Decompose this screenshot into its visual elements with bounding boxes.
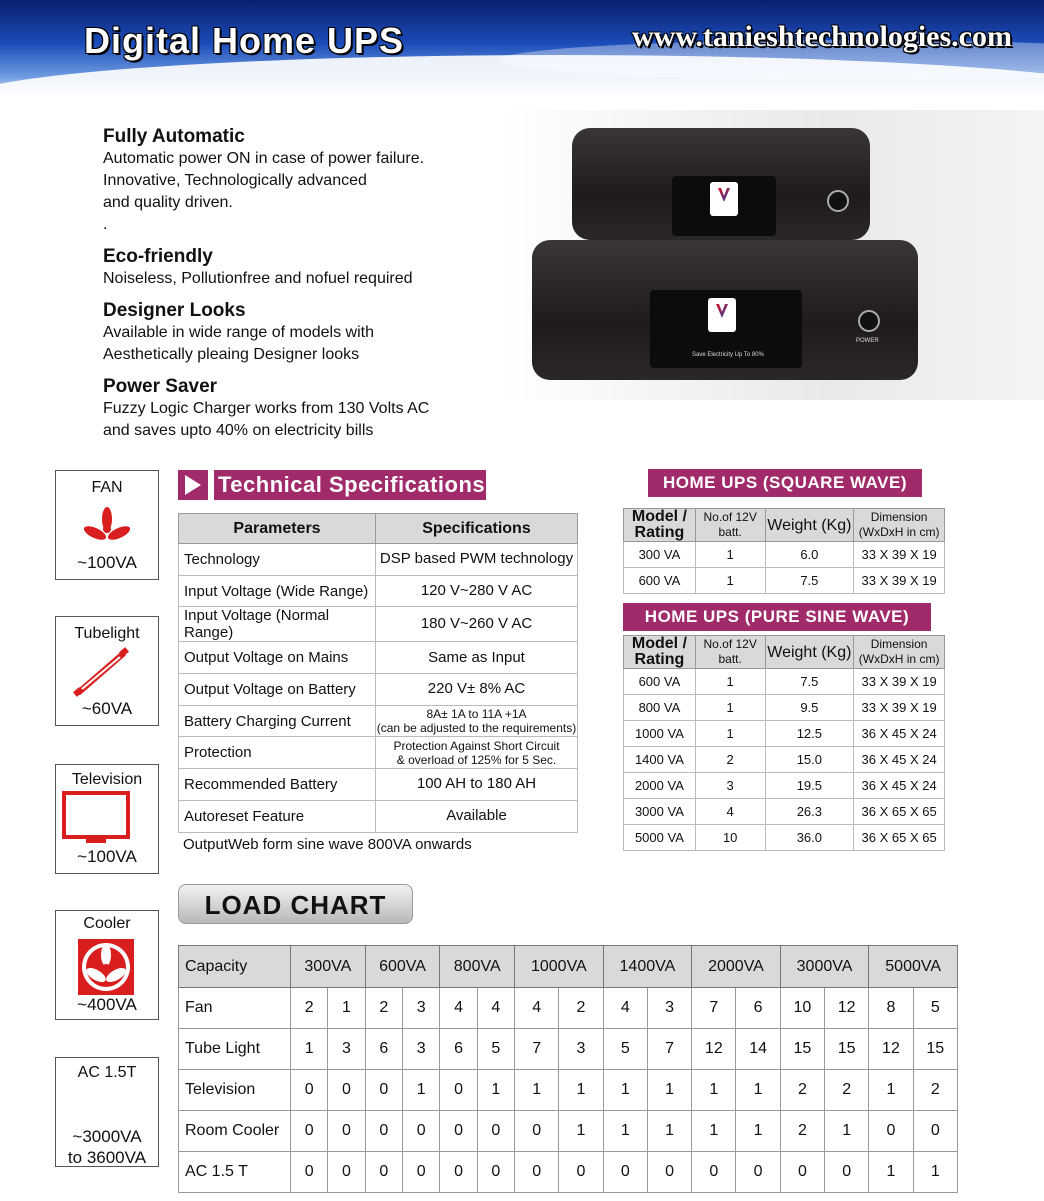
cell: 36 X 65 X 65: [854, 799, 945, 825]
load-count: 0: [477, 1111, 514, 1152]
table-row: [179, 642, 578, 674]
cell: 33 X 39 X 19: [854, 568, 945, 594]
product-image: [500, 110, 1044, 400]
load-count: 3: [559, 1029, 603, 1070]
load-count: 15: [780, 1029, 824, 1070]
spec-parameter: Input Voltage (Wide Range): [179, 575, 376, 607]
cell: 2: [695, 747, 765, 773]
load-count: 1: [603, 1111, 647, 1152]
table-row: [179, 1111, 958, 1152]
appliance-va: ~100VA: [77, 553, 137, 572]
load-count: 1: [825, 1111, 869, 1152]
cell: 600 VA: [624, 568, 696, 594]
feature-heading: Power Saver: [103, 376, 218, 397]
load-count: 1: [913, 1152, 957, 1193]
feature-heading: Eco-friendly: [103, 246, 213, 267]
table-row: [179, 705, 578, 737]
spec-parameter: Protection: [179, 737, 376, 769]
load-count: 0: [365, 1070, 402, 1111]
load-count: 1: [328, 988, 365, 1029]
spec-note: OutputWeb form sine wave 800VA onwards: [183, 836, 472, 853]
spec-parameter: Recommended Battery: [179, 769, 376, 801]
cell: 36.0: [765, 825, 854, 851]
appliance-ac: [55, 1057, 159, 1167]
appliance-va: ~400VA: [77, 995, 137, 1014]
cell: 6.0: [765, 542, 854, 568]
load-appliance-label: Room Cooler: [179, 1111, 291, 1152]
column-header: Parameters: [179, 514, 376, 544]
website-url[interactable]: www.tanieshtechnologies.com: [632, 20, 1012, 53]
load-count: 0: [736, 1152, 780, 1193]
column-header: Weight (Kg): [765, 509, 854, 542]
spec-value: 8A± 1A to 11A +1A (can be adjusted to the requirements): [376, 707, 577, 736]
column-header: No.of 12V batt.: [695, 509, 765, 542]
cell: 300 VA: [624, 542, 696, 568]
table-row: [179, 575, 578, 607]
table-row: [179, 800, 578, 832]
column-header: Model / Rating: [624, 509, 696, 542]
cell: 600 VA: [624, 669, 696, 695]
appliance-name: AC 1.5T: [77, 1064, 137, 1081]
cell: 19.5: [765, 773, 854, 799]
appliance-name: FAN: [91, 479, 123, 496]
load-count: 5: [603, 1029, 647, 1070]
load-count: 1: [403, 1070, 440, 1111]
load-count: 1: [291, 1029, 328, 1070]
table-row: [624, 721, 945, 747]
load-count: 6: [736, 988, 780, 1029]
load-count: 7: [647, 1029, 691, 1070]
load-count: 0: [603, 1152, 647, 1193]
load-count: 7: [515, 1029, 559, 1070]
spec-parameter: Technology: [179, 544, 376, 576]
cell: 3000 VA: [624, 799, 696, 825]
spec-value: 120 V~280 V AC: [376, 575, 578, 607]
load-appliance-label: AC 1.5 T: [179, 1152, 291, 1193]
spec-value: Available: [376, 800, 578, 832]
spec-parameter: Output Voltage on Battery: [179, 674, 376, 706]
cell: 26.3: [765, 799, 854, 825]
fan-icon: [82, 505, 132, 545]
feature-heading: Fully Automatic: [103, 126, 245, 147]
load-count: 0: [913, 1111, 957, 1152]
table-row: [624, 799, 945, 825]
cell: 1: [695, 568, 765, 594]
header-banner: [0, 0, 1044, 96]
load-count: 2: [365, 988, 402, 1029]
spec-value: 220 V± 8% AC: [376, 674, 578, 706]
cell: 1: [695, 695, 765, 721]
cell: 33 X 39 X 19: [854, 669, 945, 695]
load-count: 0: [328, 1070, 365, 1111]
cell: 15.0: [765, 747, 854, 773]
spec-value: DSP based PWM technology: [376, 544, 578, 576]
square-wave-heading: HOME UPS (SQUARE WAVE): [648, 469, 922, 497]
cell: 36 X 45 X 24: [854, 773, 945, 799]
cell: 3: [695, 773, 765, 799]
sine-wave-table: [623, 635, 945, 851]
load-count: 4: [603, 988, 647, 1029]
cell: 1400 VA: [624, 747, 696, 773]
table-row: [179, 737, 578, 769]
table-row: [624, 825, 945, 851]
feature-text: Fuzzy Logic Charger works from 130 Volts AC and saves upto 40% on electricity bills: [103, 400, 430, 439]
appliance-name: Tubelight: [74, 625, 140, 642]
spec-parameter: Input Voltage (Normal Range): [179, 607, 376, 642]
load-count: 2: [780, 1070, 824, 1111]
load-count: 0: [515, 1111, 559, 1152]
load-count: 2: [825, 1070, 869, 1111]
column-header: Dimension (WxDxH in cm): [854, 636, 945, 669]
load-count: 0: [440, 1152, 477, 1193]
ups-unit-bottom: [532, 240, 918, 380]
feature-text: Noiseless, Pollutionfree and nofuel required: [103, 270, 413, 287]
table-row: [179, 769, 578, 801]
load-count: 0: [515, 1152, 559, 1193]
feature-text: Available in wide range of models with Aesthetically pleaing Designer looks: [103, 324, 374, 363]
screen-text: Save Electricity Up To 80%: [692, 352, 764, 358]
cell: 36 X 45 X 24: [854, 721, 945, 747]
cell: 1: [695, 669, 765, 695]
load-count: 1: [477, 1070, 514, 1111]
load-count: 15: [825, 1029, 869, 1070]
cell: 10: [695, 825, 765, 851]
cell: 7.5: [765, 669, 854, 695]
tech-specs-table: [178, 513, 578, 833]
capacity-header: 5000VA: [869, 946, 958, 988]
appliance-tubelight: [55, 616, 159, 726]
load-count: 4: [477, 988, 514, 1029]
spec-value: 100 AH to 180 AH: [376, 769, 578, 801]
table-row: [624, 568, 945, 594]
table-row: [179, 988, 958, 1029]
cell: 7.5: [765, 568, 854, 594]
load-count: 2: [913, 1070, 957, 1111]
load-count: 0: [869, 1111, 913, 1152]
play-arrow-icon: [178, 470, 208, 500]
load-count: 0: [291, 1152, 328, 1193]
capacity-header: 3000VA: [780, 946, 869, 988]
appliance-cooler: [55, 910, 159, 1020]
spec-value: Same as Input: [376, 642, 578, 674]
table-row: [179, 674, 578, 706]
load-count: 12: [825, 988, 869, 1029]
load-appliance-label: Television: [179, 1070, 291, 1111]
load-count: 1: [692, 1111, 736, 1152]
appliance-name: Television: [71, 771, 143, 788]
load-count: 1: [515, 1070, 559, 1111]
brand-logo-icon: [708, 298, 736, 332]
load-count: 0: [692, 1152, 736, 1193]
load-count: 2: [291, 988, 328, 1029]
features-list: [103, 126, 523, 442]
cell: 33 X 39 X 19: [854, 695, 945, 721]
table-row: [179, 1070, 958, 1111]
sine-wave-heading: HOME UPS (PURE SINE WAVE): [623, 603, 931, 631]
tech-specs-heading: [178, 470, 486, 500]
load-count: 0: [477, 1152, 514, 1193]
load-count: 0: [825, 1152, 869, 1193]
table-row: [624, 773, 945, 799]
load-count: 5: [477, 1029, 514, 1070]
capacity-header: 300VA: [291, 946, 366, 988]
load-count: 14: [736, 1029, 780, 1070]
square-wave-table: [623, 508, 945, 594]
spec-parameter: Output Voltage on Mains: [179, 642, 376, 674]
load-chart-heading: LOAD CHART: [178, 884, 413, 924]
column-header: Dimension (WxDxH in cm): [854, 509, 945, 542]
column-header: Capacity: [179, 946, 291, 988]
power-button-icon: [827, 190, 849, 212]
load-count: 10: [780, 988, 824, 1029]
spec-value: Protection Against Short Circuit & overload of 125% for 5 Sec.: [376, 737, 578, 769]
capacity-header: 2000VA: [692, 946, 781, 988]
load-count: 6: [440, 1029, 477, 1070]
table-row: [624, 695, 945, 721]
load-count: 15: [913, 1029, 957, 1070]
load-count: 0: [291, 1070, 328, 1111]
cell: 33 X 39 X 19: [854, 542, 945, 568]
cell: 36 X 65 X 65: [854, 825, 945, 851]
feature-text: Automatic power ON in case of power failure. Innovative, Technologically advanced and quality driven. .: [103, 150, 425, 233]
column-header: Weight (Kg): [765, 636, 854, 669]
load-count: 3: [328, 1029, 365, 1070]
table-row: [624, 669, 945, 695]
load-count: 2: [780, 1111, 824, 1152]
load-count: 3: [403, 1029, 440, 1070]
cooler-icon: [76, 937, 136, 997]
table-row: [624, 542, 945, 568]
load-count: 0: [328, 1152, 365, 1193]
load-count: 12: [869, 1029, 913, 1070]
table-row: [179, 544, 578, 576]
load-count: 1: [603, 1070, 647, 1111]
brand-logo-icon: [710, 182, 738, 216]
load-count: 1: [647, 1111, 691, 1152]
load-count: 4: [440, 988, 477, 1029]
load-count: 12: [692, 1029, 736, 1070]
television-icon: [62, 791, 132, 847]
spec-parameter: Battery Charging Current: [179, 705, 376, 737]
power-label: POWER: [856, 338, 879, 344]
load-count: 3: [647, 988, 691, 1029]
column-header: Model / Rating: [624, 636, 696, 669]
load-count: 0: [780, 1152, 824, 1193]
capacity-header: 600VA: [365, 946, 440, 988]
cell: 1: [695, 542, 765, 568]
cell: 1000 VA: [624, 721, 696, 747]
load-count: 0: [559, 1152, 603, 1193]
table-row: [179, 607, 578, 642]
capacity-header: 1000VA: [515, 946, 604, 988]
page-title: Digital Home UPS: [84, 20, 405, 61]
load-appliance-label: Fan: [179, 988, 291, 1029]
table-row: [179, 1029, 958, 1070]
table-row: [179, 1152, 958, 1193]
appliance-va: ~60VA: [81, 699, 133, 718]
load-count: 7: [692, 988, 736, 1029]
load-chart-table: [178, 945, 958, 1193]
load-count: 1: [736, 1111, 780, 1152]
load-count: 0: [403, 1111, 440, 1152]
load-count: 1: [559, 1111, 603, 1152]
appliance-fan: [55, 470, 159, 580]
ups-unit-top: [572, 128, 870, 240]
cell: 2000 VA: [624, 773, 696, 799]
load-count: 0: [365, 1152, 402, 1193]
feature-heading: Designer Looks: [103, 300, 246, 321]
load-count: 0: [403, 1152, 440, 1193]
load-count: 1: [869, 1070, 913, 1111]
appliance-name: Cooler: [83, 915, 131, 932]
load-count: 0: [647, 1152, 691, 1193]
load-count: 0: [328, 1111, 365, 1152]
appliance-va: ~3000VA to 3600VA: [67, 1127, 147, 1167]
load-count: 6: [365, 1029, 402, 1070]
cell: 4: [695, 799, 765, 825]
appliance-television: [55, 764, 159, 874]
load-count: 0: [440, 1111, 477, 1152]
load-count: 0: [440, 1070, 477, 1111]
cell: 12.5: [765, 721, 854, 747]
capacity-header: 1400VA: [603, 946, 692, 988]
cell: 1: [695, 721, 765, 747]
spec-value: 180 V~260 V AC: [376, 607, 578, 642]
load-count: 1: [869, 1152, 913, 1193]
appliance-va: ~100VA: [77, 847, 137, 866]
load-count: 1: [692, 1070, 736, 1111]
load-count: 0: [365, 1111, 402, 1152]
cell: 36 X 45 X 24: [854, 747, 945, 773]
load-appliance-label: Tube Light: [179, 1029, 291, 1070]
load-count: 1: [559, 1070, 603, 1111]
tech-specs-title: Technical Specifications: [218, 472, 486, 497]
load-count: 0: [291, 1111, 328, 1152]
power-button-icon: [858, 310, 880, 332]
load-count: 8: [869, 988, 913, 1029]
load-count: 1: [647, 1070, 691, 1111]
cell: 800 VA: [624, 695, 696, 721]
spec-parameter: Autoreset Feature: [179, 800, 376, 832]
capacity-header: 800VA: [440, 946, 515, 988]
tubelight-icon: [72, 647, 132, 697]
table-row: [624, 747, 945, 773]
column-header: No.of 12V batt.: [695, 636, 765, 669]
load-count: 1: [736, 1070, 780, 1111]
cell: 9.5: [765, 695, 854, 721]
load-count: 2: [559, 988, 603, 1029]
load-count: 5: [913, 988, 957, 1029]
load-count: 3: [403, 988, 440, 1029]
column-header: Specifications: [376, 514, 578, 544]
load-count: 4: [515, 988, 559, 1029]
cell: 5000 VA: [624, 825, 696, 851]
